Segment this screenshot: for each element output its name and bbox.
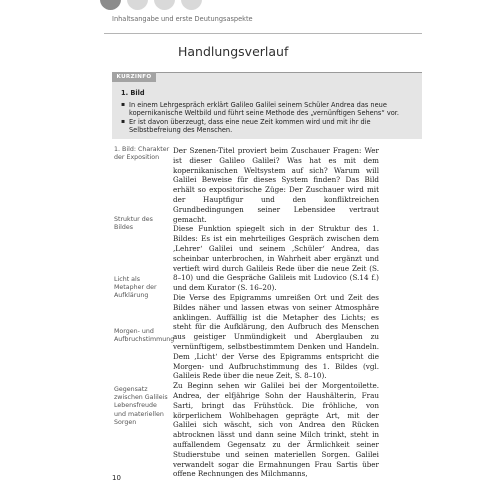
running-head: Inhaltsangabe und erste Deutungsaspekte xyxy=(112,15,253,23)
body-text xyxy=(173,146,379,479)
chapter-progress-dots xyxy=(100,0,202,10)
kurzinfo-list xyxy=(121,101,416,135)
margin-note: Morgen- und Aufbruchstimmung xyxy=(114,328,175,344)
page-number: 10 xyxy=(112,474,121,482)
margin-note: Gegensatz zwischen Galileis Lebensfreude und materiellen Sorgen xyxy=(114,386,168,426)
kurzinfo-item: ▪ In einem Lehrgespräch erklärt Galileo Galilei seinem Schüler Andrea das neue kopernikanische Weltbild und führt seine Methode des „vernünftigen Sehens“ vor. xyxy=(121,101,416,118)
kurzinfo-tab: KURZINFO xyxy=(112,72,156,82)
paragraph: Diese Funktion spiegelt sich in der Struktur des 1. Bildes: Es ist ein mehrteiliges Gespräch zwischen dem ‚Lehrer‘ Galilei und seinem ‚Schüler‘ Andrea, das scheinbar unterbrochen, in Wahrheit aber ergänzt und vertieft wird durch Galileis Rede über die neue Zeit (S. 8–10) und die Gespräche Galileis mit Ludovico (S.14 f.) und dem Kurator (S. 16–20). xyxy=(173,224,379,293)
margin-note: 1. Bild: Charakter der Exposition xyxy=(114,146,170,162)
margin-note: Licht als Metapher der Aufklärung xyxy=(114,276,157,300)
paragraph: Zu Beginn sehen wir Galilei bei der Morgentoilette. Andrea, der elfjährige Sohn der Haushälterin, Frau Sarti, bringt das Frühstück. Die fröhliche, von körperlichem Wohlbehagen geprägte Art, mit der Galilei sich wäscht, sich von Andrea den Rücken abtrocknen lässt und dann seine Milch trinkt, steht in auffallendem Gegensatz zu der Ärmlichkeit seiner Studierstube und seinen materiellen Sorgen. Galilei verwandelt sogar die Ermahnungen Frau Sartis über offene Rechnungen des Milchmanns, xyxy=(173,381,379,479)
paragraph: Der Szenen-Titel proviert beim Zuschauer Fragen: Wer ist dieser Galileo Galilei? Was hat es mit dem kopernikanischen Weltsystem auf sich? Warum will Galilei Beweise für dieses System finden? Das Bild erhält so expositorische Züge: Der Zuschauer wird mit der Hauptfigur und den konfliktreichen Grundbedingungen seiner Lebensidee vertraut gemacht. xyxy=(173,146,379,224)
kurzinfo-box xyxy=(112,72,422,139)
header-divider xyxy=(104,33,422,34)
section-title: Handlungsverlauf xyxy=(178,44,289,59)
margin-note: Struktur des Bildes xyxy=(114,216,153,232)
progress-dot xyxy=(181,0,202,10)
progress-dot xyxy=(154,0,175,10)
kurzinfo-heading: 1. Bild xyxy=(121,89,145,97)
paragraph: Die Verse des Epigramms umreißen Ort und Zeit des Bildes näher und lassen etwas von seiner Atmosphäre anklingen. Auffällig ist die Metapher des Lichts; es steht für die Aufklärung, den Aufbruch des Menschen aus geistiger Unmündigkeit und Aberglauben zu vernünftigem, selbstbestimmtem Denken und Handeln. Dem ‚Licht‘ der Verse des Epigramms entspricht die Morgen- und Aufbruchstimmung des 1. Bildes (vgl. Galileis Rede über die neue Zeit, S. 8–10). xyxy=(173,292,379,381)
progress-dot-active xyxy=(100,0,121,10)
progress-dot xyxy=(127,0,148,10)
kurzinfo-item: ▪ Er ist davon überzeugt, dass eine neue Zeit kommen wird und mit ihr die Selbstbefreiung des Menschen. xyxy=(121,118,416,135)
